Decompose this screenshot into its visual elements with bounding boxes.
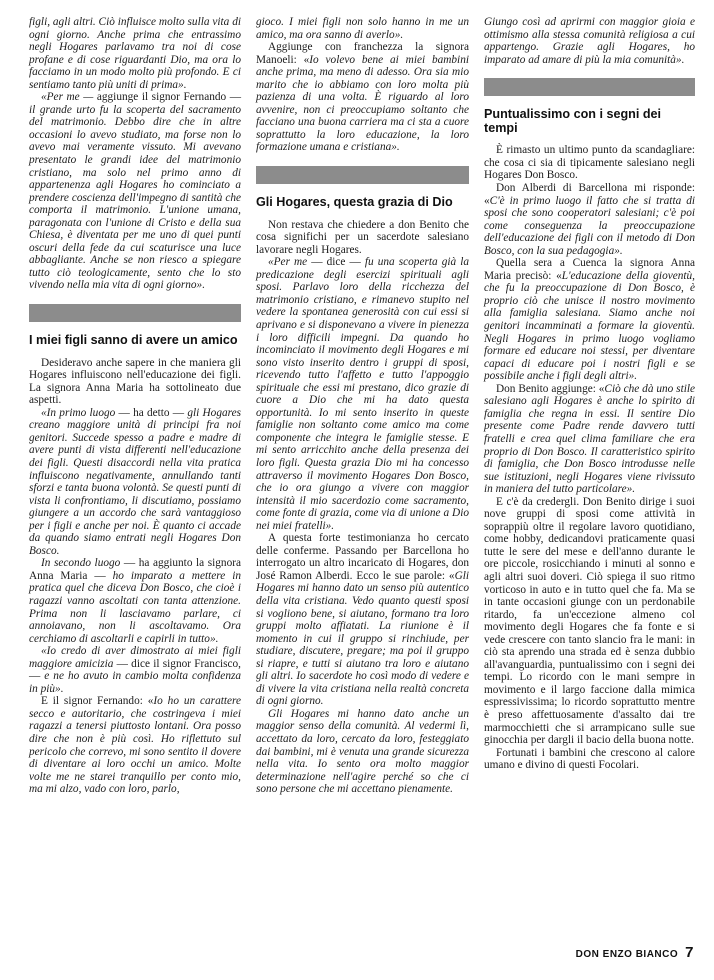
paragraph: Gli Hogares mi hanno dato anche un maggior senso della comunità. Al vedermi lì, accettato da loro, cercato da loro, festeggiato dai bambini, mi è venuta una grande sicurezza nella vita. Io sento ora molto maggior determinazione nell'agire perché so che ci sono persone che mi accettano pienamente. <box>256 707 469 796</box>
section-divider-bar <box>484 78 695 96</box>
paragraph: Non restava che chiedere a don Benito che cosa significhi per un sacerdote salesiano lavorare negli Hogares. <box>256 218 469 256</box>
page-number: 7 <box>685 944 694 961</box>
paragraph: gioco. I miei figli non solo hanno in me un amico, ma ora sanno di averlo». <box>256 16 469 41</box>
paragraph: E c'è da credergli. Don Benito dirige i suoi nove gruppi di sposi come attività in soprappiù oltre il regolare lavoro quotidiano, come hobby, dedicandovi praticamente quasi tutte le sere del mese e dell'anno durante le ore piccole, rosicchiando i minuti al sonno e agli altri suoi doveri. Ciò spiega il suo ritmo vorticoso in auto e in tutto quel che fa. Ma se in tante occasioni giunge con un perdonabile ritardo, fa un'eccezione almeno col movimento degli Hogares che fa fonte e si vede crescere con tanto slancio fra le mani: in ciò sta aprendo una strada ed è senza dubbio all'avanguardia, puntualissimo con i segni dei tempi. Lo ricordo con le mani sempre in movimento e il largo faccione dalla mimica espressivissima; lo ricordo soprattutto mentre è preso affettuosamente d'assalto dai tre marmocchietti che si arrampicano sulle sue ginocchia per dargli il bacio della buona notte. <box>484 495 695 747</box>
section-heading: Puntualissimo con i segni dei tempi <box>484 107 662 135</box>
author-byline: DON ENZO BIANCO <box>575 949 679 960</box>
paragraph: Quella sera a Cuenca la signora Anna Maria precisò: «L'educazione della gioventù, che fu la preoccupazione di Don Bosco, è proprio ciò che unisce il nostro movimento alla famiglia salesiana. Siamo anche noi genitori incamminati a formare la gioventù. Negli Hogares in primo luogo vogliamo formare ed educare noi stessi, per diventare capaci di educare poi i nostri figli e se possibile anche i figli degli altri». <box>484 257 696 383</box>
section-divider-bar <box>29 304 241 322</box>
paragraph: Desideravo anche sapere in che maniera gli Hogares influiscono nell'educazione dei figli. La signora Anna Maria ha sottolineato due aspetti. <box>29 356 241 407</box>
section-divider-bar <box>256 166 469 184</box>
section-heading: I miei figli sanno di avere un amico <box>29 333 238 348</box>
paragraph: figli, agli altri. Ciò influisce molto sulla vita di ogni giorno. Anche prima che entrassimo negli Hogares parlavamo tra noi di cose profane e di cose riguardanti Dio, ma ora lo facciamo in un modo molto più profondo. E ci sentiamo tanto più uniti di prima». <box>29 16 241 91</box>
paragraph: A questa forte testimonianza ho cercato delle conferme. Passando per Barcellona ho interrogato un altro incaricato di Hogares, don José Ramon Alberdi. Ecco le sue parole: «Gli Hogares mi hanno dato un senso più autentico della vita cristiana. Vedo quanto questi sposi si vogliono bene, si aiutano, formano tra loro gruppi molto affiatati. La riunione è il momento in cui il gruppo si rinchiude, per studiare, discutere, pregare; ma poi il gruppo si riapre, e tutti si aiutano tra loro e aiutano gli altri. Io sacerdote ho così modo di vedere e di vivere la vita cristiana nella realtà concreta di ogni giorno. <box>256 532 469 708</box>
column-1 <box>29 16 241 796</box>
page-footer <box>576 944 694 961</box>
paragraph: «In primo luogo — ha detto — gli Hogares creano maggiore unità di principi fra noi genitori. Succede spesso a padre e madre di avere punti di vista differenti nell'educazione dei figli. Questi disaccordi nella vita pratica influiscono negativamente, annullando tanti sforzi e tanta buona volontà. Se questi punti di vista li confrontiamo, li discutiamo, possiamo giungere a un accordo che sarà vantaggioso per i figli e anche per noi. È quanto ci accade da quando siamo entrati negli Hogares Don Bosco. <box>29 406 242 557</box>
paragraph: Don Alberdi di Barcellona mi risponde: «C'è in primo luogo il fatto che si tratta di sposi che sono cooperatori salesiani; c'è poi come conseguenza la preoccupazione dell'educazione dei figli con il metodo di Don Bosco, con la sua pedagogia». <box>484 182 695 257</box>
paragraph: Fortunati i bambini che crescono al calore umano e divino di questi Focolari. <box>484 746 695 772</box>
paragraph: Aggiunge con franchezza la signora Manoeli: «Io volevo bene ai miei bambini anche prima, ma meno di adesso. Ora sia mio marito che io abbiamo con loro molta più pazienza di una volta. È riguardo al loro avvenire, non ci preoccupiamo soltanto che facciano una buona carriera ma ci sta a cuore soprattutto la loro educazione, la loro formazione umana e cristiana». <box>256 41 469 154</box>
paragraph: E il signor Fernando: «Io ho un carattere secco e autoritario, che costringeva i miei ragazzi a tenersi piuttosto lontani. Ora posso dire che non è più così. Ho riflettuto sul pericolo che correvo, mi sono sentito il dovere di diventare ai loro occhi un amico. Molte volte me ne starei tranquillo per conto mio, ma mi alzo, vado con loro, parlo, <box>29 695 242 796</box>
paragraph: «Io credo di aver dimostrato ai miei figli maggiore amicizia — dice il signor Francisco, — e ne ho avuto in cambio molta confidenza in più». <box>29 645 242 695</box>
paragraph: È rimasto un ultimo punto da scandagliare: che cosa ci sia di tipicamente salesiano negli Hogares Don Bosco. <box>484 144 695 182</box>
paragraph: Don Benito aggiunge: «Ciò che dà uno stile salesiano agli Hogares è anche lo spirito di famiglia che regna in essi. Il sentire Dio presente come Padre rende davvero tutti fratelli e crea quel clima familiare che era proprio di Don Bosco. Il caratteristico spirito di famiglia, che Don Bosco introdusse nelle sue istituzioni, negli Hogares viene rivissuto in maniera del tutto particolare». <box>484 382 696 496</box>
paragraph: In secondo luogo — ha aggiunto la signora Anna Maria — ho imparato a mettere in pratica quel che diceva Don Bosco, che cioè i ragazzi vanno ascoltati con tanta attenzione. Prima non li lasciavamo parlare, ci annoiavano, non li ascoltavamo. Ora cerchiamo di ascoltarli e capirli in tutto». <box>29 557 242 645</box>
section-heading: Gli Hogares, questa grazia di Dio <box>256 195 453 210</box>
paragraph: Giungo così ad aprirmi con maggior gioia e ottimismo alla stessa comunità religiosa a cui appartengo. Grazie agli Hogares, ho imparato ad amare di più la mia comunità». <box>484 16 695 66</box>
paragraph: «Per me — aggiunge il signor Fernando — il grande urto fu la scoperta del sacramento del matrimonio. Debbo dire che in altre occasioni lo avevo studiato, ma forse non lo avevo mai veramente vissuto. Mi avevano presentato le grandi idee del matrimonio cristiano, ma solo nel primo anno di appartenenza agli Hogares ho cominciato a prendere coscienza dell'impegno di santità che comporta il matrimonio. L'unione umana, paragonata con l'unione di Cristo e della sua Chiesa, è diventata per me uno di quei punti oscuri della fede da cui scaturisce una luce abbagliante. Anche se non riesco a spiegare tutto ciò teologicamente, sento che lo sto vivendo nella mia vita di ogni giorno». <box>29 91 242 292</box>
column-2 <box>256 16 469 796</box>
column-3 <box>484 16 695 772</box>
paragraph: «Per me — dice — fu una scoperta già la predicazione degli esercizi spirituali agli sposi. Parlavo loro della ricchezza del matrimonio cristiano, e rimanevo stupito nel vedere la spontanea generosità con cui essi si aprivano e si disponevano a vivere in pienezza i loro difficili impegni. Da quando ho incominciato il movimento degli Hogares e mi sono visto inserito dentro i gruppi di sposi, ricevendo tutto l'affetto e tutto l'appoggio spirituale che essi mi prestano, dico grazie di cuore a Dio che mi ha dato questa opportunità. Io mi sento inserito in queste famiglie non soltanto come amico ma come componente che integra le famiglie stesse. E mi sento arricchito anche della presenza dei loro figli. Questa grazia Dio mi ha concesso attraverso il movimento Hogares Don Bosco, che io ora giungo a vivere con maggior intensità il mio sacerdozio come sacramento, come fonte di grazia, come via di unione a Dio nei miei fratelli». <box>256 256 469 532</box>
